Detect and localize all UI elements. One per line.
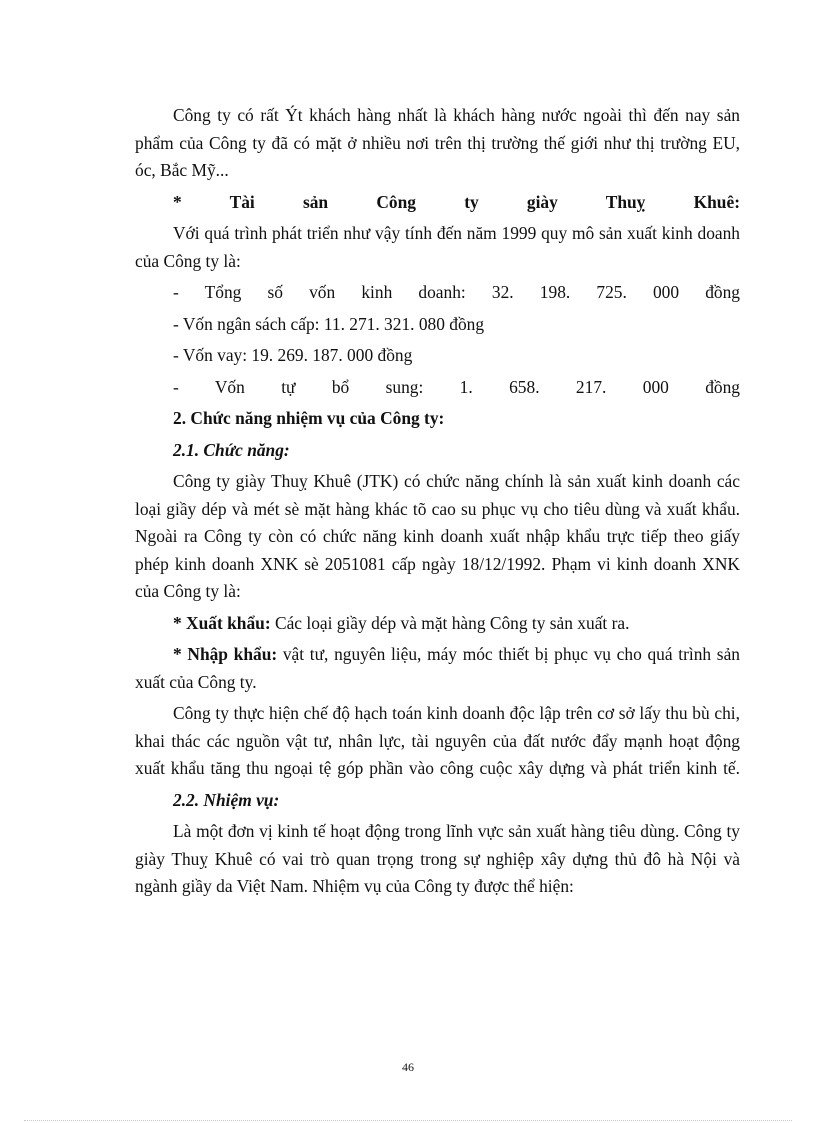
list-item-state-budget-capital: - Vốn ngân sách cấp: 11. 271. 321. 080 đồng (173, 313, 485, 334)
paragraph-main-function: Công ty giày Thuỵ Khuê (JTK) có chức năng chính là sản xuất kinh doanh các loại giầy dép và mét sè mặt hàng khác tõ cao su phục vụ cho tiêu dùng và xuất khẩu. Ngoài ra Công ty còn có chức năng kinh doanh xuất nhập khẩu trực tiếp theo giấy phép kinh doanh XNK sè 2051081 cấp ngày 18/12/1992. Phạm vi kinh doanh XNK của Công ty là: (135, 471, 740, 601)
subsection-heading-duties: 2.2. Nhiệm vụ: (173, 789, 280, 810)
paragraph-accounting-regime: Công ty thực hiện chế độ hạch toán kinh doanh độc lập trên cơ sở lấy thu bù chi, khai thác các nguồn vật tư, nhân lực, tài nguyên của đất nước đẩy mạnh hoạt động xuất khẩu tăng thu ngoại tệ góp phần vào công cuộc xây dựng và phát triển kinh tế. (135, 703, 740, 778)
list-item-total-capital: - Tổng số vốn kinh doanh: 32. 198. 725. 000 đồng (173, 282, 740, 302)
footer-divider (24, 1120, 792, 1121)
section-heading-functions-duties: 2. Chức năng nhiệm vụ của Công ty: (173, 408, 445, 428)
list-item-self-supplemented-capital: - Vốn tự bổ sung: 1. 658. 217. 000 đồng (173, 376, 740, 397)
document-body (135, 102, 740, 905)
paragraph-export (135, 610, 740, 638)
subsection-heading-functions: 2.1. Chức năng: (173, 439, 290, 460)
import-text: vật tư, nguyên liệu, máy móc thiết bị phục vụ cho quá trình sản xuất của Công ty. (135, 644, 740, 692)
export-text: Các loại giầy dép và mặt hàng Công ty sản xuất ra. (270, 612, 630, 633)
paragraph-business-scale: Với quá trình phát triển như vậy tính đến năm 1999 quy mô sản xuất kinh doanh của Công ty là: (135, 223, 740, 271)
list-item-loan-capital: - Vốn vay: 19. 269. 187. 000 đồng (173, 345, 413, 365)
export-label: * Xuất khẩu: (173, 612, 271, 633)
paragraph-import (135, 641, 740, 696)
heading-company-assets: * Tài sản Công ty giày Thuỵ Khuê: (173, 191, 740, 212)
paragraph-duties-intro: Là một đơn vị kinh tế hoạt động trong lĩnh vực sản xuất hàng tiêu dùng. Công ty giày Thuỵ Khuê có vai trò quan trọng trong sự nghiệp xây dựng thủ đô hà Nội và ngành giầy da Việt Nam. Nhiệm vụ của Công ty được thể hiện: (135, 821, 740, 896)
paragraph-export-markets: Công ty có rất Ýt khách hàng nhất là khách hàng nước ngoài thì đến nay sản phẩm của Công ty đã có mặt ở nhiều nơi trên thị trường thế giới như thị trường EU, óc, Bắc Mỹ... (135, 105, 740, 180)
import-label: * Nhập khẩu: (173, 644, 278, 664)
page-number: 46 (402, 1060, 414, 1074)
